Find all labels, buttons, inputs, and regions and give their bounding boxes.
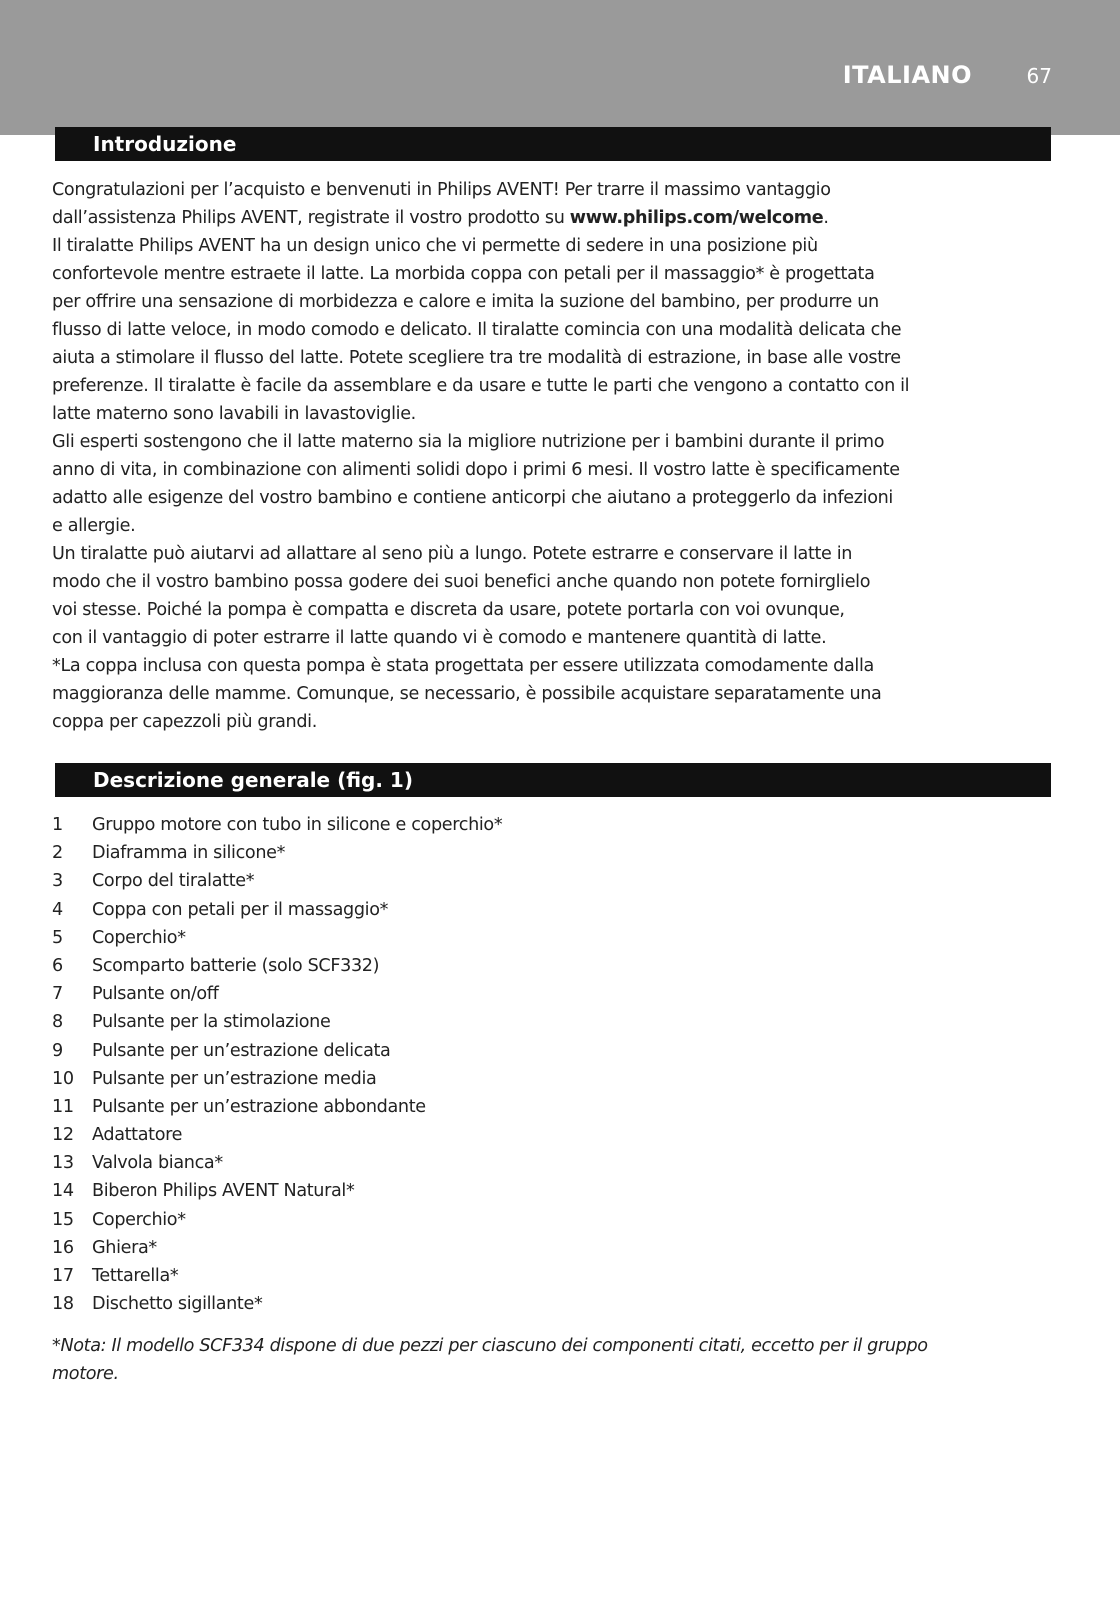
intro-line: dall’assistenza Philips AVENT, registrate il vostro prodotto su <box>52 208 570 228</box>
item-number: 14 <box>52 1181 74 1202</box>
item-text: Valvola bianca* <box>92 1153 223 1174</box>
item-text: Pulsante per la stimolazione <box>92 1012 331 1033</box>
intro-line: preferenze. Il tiralatte è facile da assemblare e da usare e tutte le parti che vengono a contatto con il <box>52 376 910 396</box>
item-text: Pulsante per un’estrazione media <box>92 1068 377 1089</box>
section-title: Descrizione generale (fig. 1) <box>93 768 413 792</box>
item-number: 10 <box>52 1068 74 1089</box>
item-text: Corpo del tiralatte* <box>92 871 255 892</box>
list-item <box>52 1149 952 1177</box>
intro-line: Congratulazioni per l’acquisto e benvenuti in Philips AVENT! Per trarre il massimo vantaggio <box>52 180 831 200</box>
list-item <box>52 1177 952 1205</box>
item-text: Coperchio* <box>92 927 186 948</box>
item-text: Coppa con petali per il massaggio* <box>92 899 389 920</box>
list-item <box>52 952 952 980</box>
item-text: Scomparto batterie (solo SCF332) <box>92 955 380 976</box>
item-text: Tettarella* <box>92 1266 179 1286</box>
intro-line: voi stesse. Poiché la pompa è compatta e discreta da usare, potete portarla con voi ovunque, <box>52 600 845 620</box>
item-number: 13 <box>52 1153 74 1174</box>
intro-line: aiuta a stimolare il flusso del latte. Potete scegliere tra tre modalità di estrazione, in base alle vostre <box>52 348 901 368</box>
section-title: Introduzione <box>93 132 237 156</box>
item-number: 9 <box>52 1040 63 1061</box>
list-item <box>52 1262 952 1290</box>
list-item <box>52 1093 952 1121</box>
list-item <box>52 839 952 867</box>
item-number: 8 <box>52 1012 63 1033</box>
item-number: 16 <box>52 1237 74 1258</box>
item-number: 5 <box>52 927 63 948</box>
intro-line: per offrire una sensazione di morbidezza e calore e imita la suzione del bambino, per produrre un <box>52 292 879 312</box>
intro-line-with-link <box>52 204 1062 232</box>
item-text: Biberon Philips AVENT Natural* <box>92 1181 355 1202</box>
item-text: Dischetto sigillante* <box>92 1294 263 1315</box>
item-number: 4 <box>52 899 63 920</box>
intro-line: coppa per capezzoli più grandi. <box>52 712 317 732</box>
section-header-introduzione <box>55 127 1051 161</box>
item-number: 6 <box>52 955 63 976</box>
intro-line: Il tiralatte Philips AVENT ha un design unico che vi permette di sedere in una posizione più <box>52 236 818 256</box>
intro-line: Gli esperti sostengono che il latte materno sia la migliore nutrizione per i bambini durante il primo <box>52 432 885 452</box>
list-item <box>52 811 952 839</box>
item-text: Adattatore <box>92 1125 183 1146</box>
item-text: Pulsante per un’estrazione delicata <box>92 1040 391 1061</box>
parts-list <box>52 811 952 1318</box>
item-text: Gruppo motore con tubo in silicone e coperchio* <box>92 815 503 835</box>
intro-line: confortevole mentre estraete il latte. La morbida coppa con petali per il massaggio* è progettata <box>52 264 875 284</box>
item-number: 2 <box>52 843 63 864</box>
item-number: 15 <box>52 1209 74 1230</box>
item-number: 1 <box>52 815 63 835</box>
item-number: 17 <box>52 1266 74 1286</box>
list-item <box>52 1008 952 1036</box>
list-item <box>52 980 952 1008</box>
intro-line: *La coppa inclusa con questa pompa è stata progettata per essere utilizzata comodamente dalla <box>52 656 874 676</box>
website-link[interactable]: www.philips.com/welcome <box>569 208 824 228</box>
intro-line: Un tiralatte può aiutarvi ad allattare al seno più a lungo. Potete estrarre e conservare il latte in <box>52 544 853 564</box>
list-item <box>52 1206 952 1234</box>
language-label: ITALIANO <box>842 61 972 89</box>
intro-line: maggioranza delle mamme. Comunque, se necessario, è possibile acquistare separatamente una <box>52 684 882 704</box>
item-text: Pulsante on/off <box>92 984 219 1005</box>
item-number: 12 <box>52 1125 74 1146</box>
page-number: 67 <box>1026 64 1052 88</box>
list-item <box>52 896 952 924</box>
item-number: 7 <box>52 984 63 1005</box>
list-item <box>52 1290 952 1318</box>
item-number: 11 <box>52 1096 74 1117</box>
intro-line: adatto alle esigenze del vostro bambino e contiene anticorpi che aiutano a proteggerlo da infezioni <box>52 488 893 508</box>
intro-line: anno di vita, in combinazione con alimenti solidi dopo i primi 6 mesi. Il vostro latte è specificamente <box>52 460 900 480</box>
model-note <box>52 1332 1062 1388</box>
list-item <box>52 924 952 952</box>
note-line: motore. <box>52 1364 119 1384</box>
item-number: 3 <box>52 871 63 892</box>
item-text: Pulsante per un’estrazione abbondante <box>92 1096 426 1117</box>
intro-line: e allergie. <box>52 516 136 536</box>
intro-line: con il vantaggio di poter estrarre il latte quando vi è comodo e mantenere quantità di latte. <box>52 628 827 648</box>
note-line: *Nota: Il modello SCF334 dispone di due pezzi per ciascuno dei componenti citati, eccetto per il gruppo <box>52 1336 928 1356</box>
item-text: Diaframma in silicone* <box>92 843 286 864</box>
item-number: 18 <box>52 1294 74 1315</box>
intro-line: latte materno sono lavabili in lavastoviglie. <box>52 404 416 424</box>
list-item <box>52 1065 952 1093</box>
item-text: Coperchio* <box>92 1209 186 1230</box>
list-item <box>52 1037 952 1065</box>
section-header-descrizione <box>55 763 1051 797</box>
list-item <box>52 1121 952 1149</box>
intro-line: modo che il vostro bambino possa godere dei suoi benefici anche quando non potete fornirglielo <box>52 572 871 592</box>
item-text: Ghiera* <box>92 1237 157 1258</box>
intro-line: flusso di latte veloce, in modo comodo e delicato. Il tiralatte comincia con una modalità delicata che <box>52 320 902 340</box>
intro-body <box>52 176 1062 736</box>
list-item <box>52 867 952 895</box>
website-suffix: . <box>823 208 829 228</box>
list-item <box>52 1234 952 1262</box>
